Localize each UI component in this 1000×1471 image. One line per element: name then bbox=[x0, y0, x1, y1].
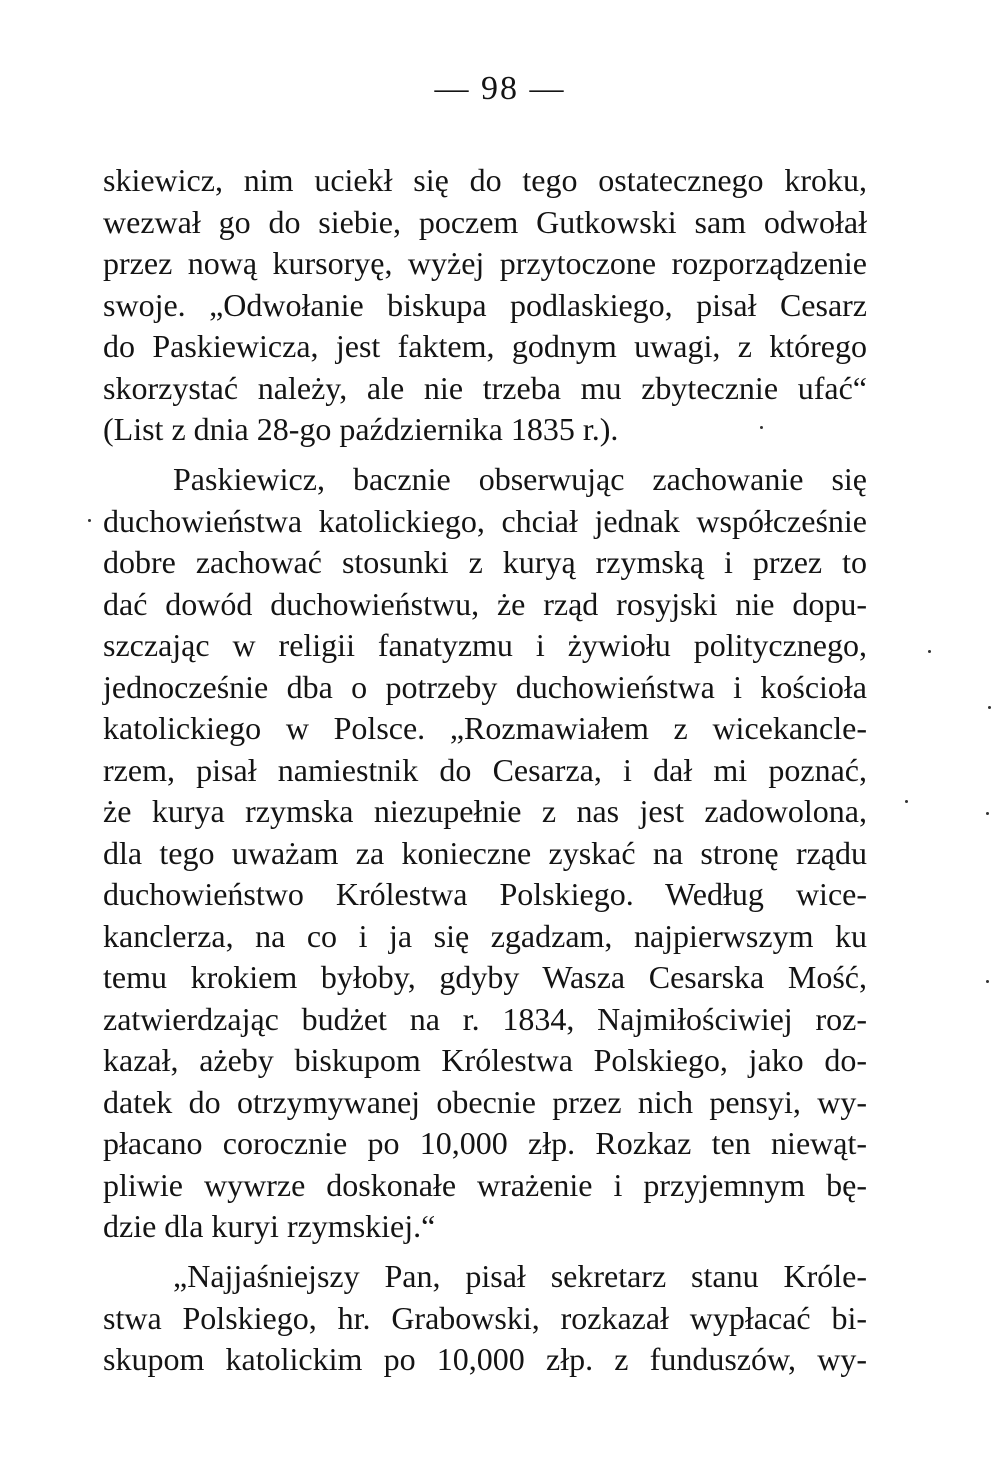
text-line: datek do otrzymywanej obecnie przez nich pensyi, wy- bbox=[103, 1083, 867, 1120]
text-line: katolickiego w Polsce. „Rozmawiałem z wicekancle- bbox=[103, 710, 867, 746]
scan-speck bbox=[88, 519, 91, 522]
text-line: rzem, pisał namiestnik do Cesarza, i dał mi poznać, bbox=[103, 751, 867, 788]
text-line: (List z dnia 28-go października 1835 r.). bbox=[103, 411, 619, 447]
paragraph-3 bbox=[103, 1256, 867, 1381]
text-line: dobre zachować stosunki z kuryą rzymską i przez to bbox=[103, 544, 867, 580]
text-line: „Najjaśniejszy Pan, pisał sekretarz stanu Króle- bbox=[173, 1258, 867, 1294]
text-line: płacano corocznie po 10,000 złp. Rozkaz ten niewąt- bbox=[103, 1125, 867, 1161]
text-line: duchowieństwo Królestwa Polskiego. Według wice- bbox=[103, 876, 867, 912]
text-line: przez nową kursoryę, wyżej przytoczone rozporządzenie bbox=[103, 245, 867, 281]
scan-speck bbox=[905, 800, 908, 803]
paragraph-2 bbox=[103, 459, 867, 1248]
text-line: że kurya rzymska niezupełnie z nas jest zadowolona, bbox=[103, 793, 867, 829]
text-line: stwa Polskiego, hr. Grabowski, rozkazał wypłacać bi- bbox=[103, 1299, 867, 1336]
text-line: pliwie wywrze doskonałe wrażenie i przyjemnym bę- bbox=[103, 1166, 867, 1203]
scan-speck bbox=[986, 980, 989, 983]
text-line: szczając w religii fanatyzmu i żywiołu politycznego, bbox=[103, 627, 867, 663]
text-line: temu krokiem byłoby, gdyby Wasza Cesarska Mość, bbox=[103, 959, 867, 995]
text-line: skorzystać należy, ale nie trzeba mu zbytecznie ufać“ bbox=[103, 369, 867, 406]
text-line: dla tego uważam za konieczne zyskać na stronę rządu bbox=[103, 834, 867, 871]
text-line: kanclerza, na co i ja się zgadzam, najpierwszym ku bbox=[103, 917, 867, 954]
text-line: skupom katolickim po 10,000 złp. z funduszów, wy- bbox=[103, 1341, 867, 1377]
text-line: do Paskiewicza, jest faktem, godnym uwagi, z którego bbox=[103, 328, 867, 364]
scan-speck bbox=[988, 706, 991, 709]
text-line: skiewicz, nim uciekł się do tego ostatecznego kroku, bbox=[103, 162, 867, 198]
text-line: swoje. „Odwołanie biskupa podlaskiego, pisał Cesarz bbox=[103, 286, 867, 323]
text-line: wezwał go do siebie, poczem Gutkowski sam odwołał bbox=[103, 203, 867, 240]
text-line: duchowieństwa katolickiego, chciał jednak współcześnie bbox=[103, 502, 867, 539]
text-line: jednocześnie dba o potrzeby duchowieństwa i kościoła bbox=[103, 668, 867, 705]
scan-speck bbox=[760, 426, 763, 429]
text-line: zatwierdzając budżet na r. 1834, Najmiłościwiej roz- bbox=[103, 1000, 867, 1037]
text-line: Paskiewicz, bacznie obserwując zachowanie się bbox=[173, 461, 867, 497]
scan-speck bbox=[986, 812, 989, 815]
text-line: kazał, ażeby biskupom Królestwa Polskiego, jako do- bbox=[103, 1042, 867, 1078]
paragraph-1 bbox=[103, 160, 867, 451]
text-line: dać dowód duchowieństwu, że rząd rosyjski nie dopu- bbox=[103, 585, 867, 622]
page-number-header: — 98 — bbox=[434, 70, 566, 107]
text-line: dzie dla kuryi rzymskiej.“ bbox=[103, 1208, 436, 1244]
scan-speck bbox=[928, 650, 931, 653]
